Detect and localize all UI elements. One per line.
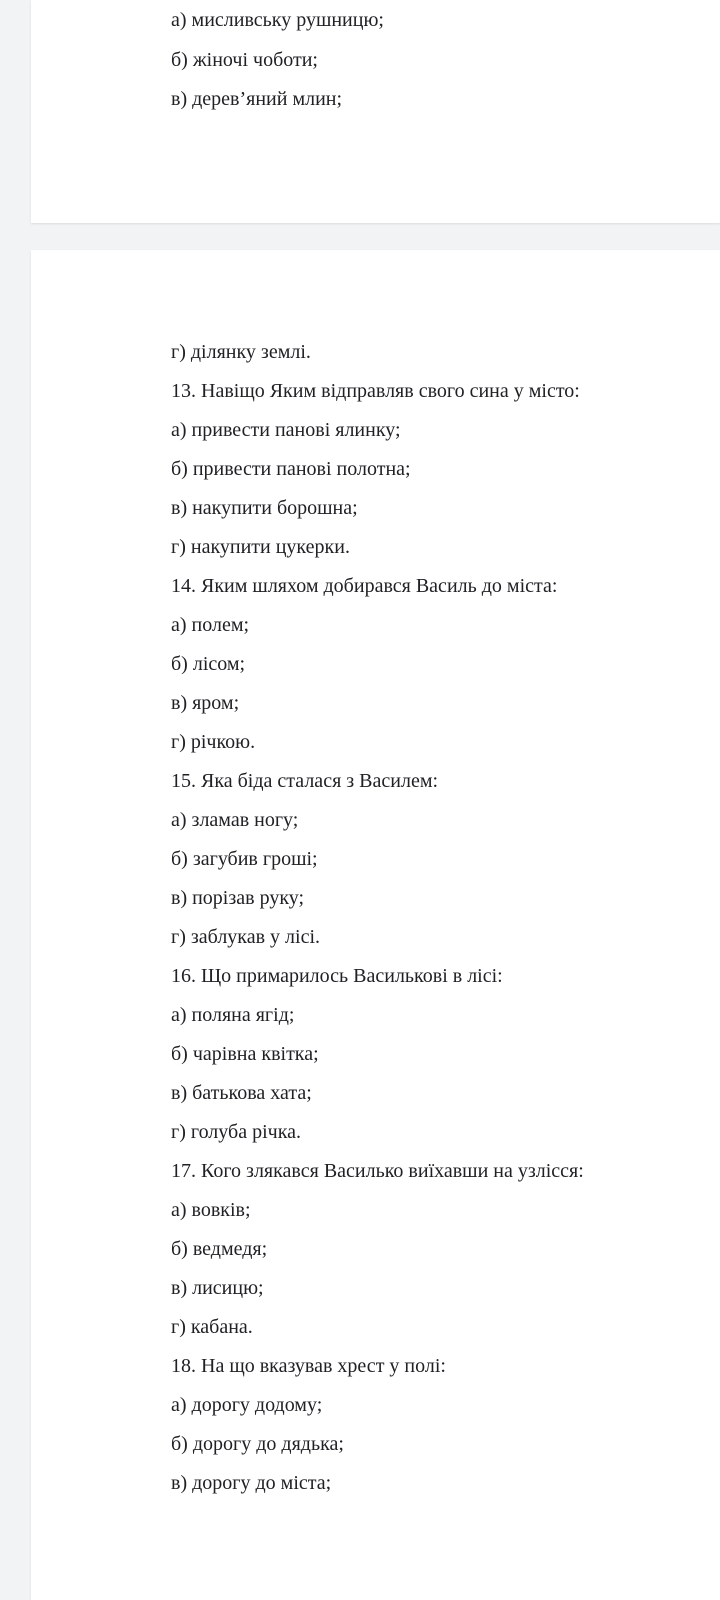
answer-option: б) жіночі чоботи;	[171, 49, 318, 71]
answer-option: в) яром;	[171, 692, 240, 714]
answer-option: б) ведмедя;	[171, 1238, 268, 1260]
answer-option: а) полем;	[171, 614, 250, 636]
document-page-2	[31, 250, 720, 1600]
document-page-1	[31, 0, 720, 223]
answer-option: а) вовків;	[171, 1199, 251, 1221]
answer-option: а) дорогу додому;	[171, 1394, 323, 1416]
answer-option: б) дорогу до дядька;	[171, 1433, 344, 1455]
answer-option: г) накупити цукерки.	[171, 536, 350, 558]
answer-option: б) привести панові полотна;	[171, 458, 411, 480]
answer-option: г) річкою.	[171, 731, 256, 753]
question-heading: 14. Яким шляхом добирався Василь до міста:	[171, 575, 558, 597]
answer-option: г) голуба річка.	[171, 1121, 301, 1143]
answer-option: в) дорогу до міста;	[171, 1472, 332, 1494]
answer-option: в) батькова хата;	[171, 1082, 312, 1104]
question-heading: 13. Навіщо Яким відправляв свого сина у місто:	[171, 380, 580, 402]
question-heading: 15. Яка біда сталася з Василем:	[171, 770, 439, 792]
answer-option: в) порізав руку;	[171, 887, 305, 909]
question-heading: 16. Що примарилось Васильковi в лісі:	[171, 965, 503, 987]
answer-option: б) загубив гроші;	[171, 848, 318, 870]
answer-option: в) лисицю;	[171, 1277, 264, 1299]
answer-option: г) кабана.	[171, 1316, 253, 1338]
answer-option: г) заблукав у лісі.	[171, 926, 321, 948]
answer-option: г) ділянку землі.	[171, 341, 311, 363]
answer-option: б) чарівна квітка;	[171, 1043, 319, 1065]
answer-option: а) поляна ягід;	[171, 1004, 295, 1026]
answer-option: а) привести панові ялинку;	[171, 419, 401, 441]
answer-option: а) мисливську рушницю;	[171, 9, 384, 31]
answer-option: в) накупити борошна;	[171, 497, 358, 519]
question-heading: 18. На що вказував хрест у полі:	[171, 1355, 446, 1377]
question-heading: 17. Кого злякався Василько виїхавши на узлісся:	[171, 1160, 584, 1182]
answer-option: в) дерев’яний млин;	[171, 88, 343, 110]
answer-option: а) зламав ногу;	[171, 809, 299, 831]
answer-option: б) лісом;	[171, 653, 246, 675]
